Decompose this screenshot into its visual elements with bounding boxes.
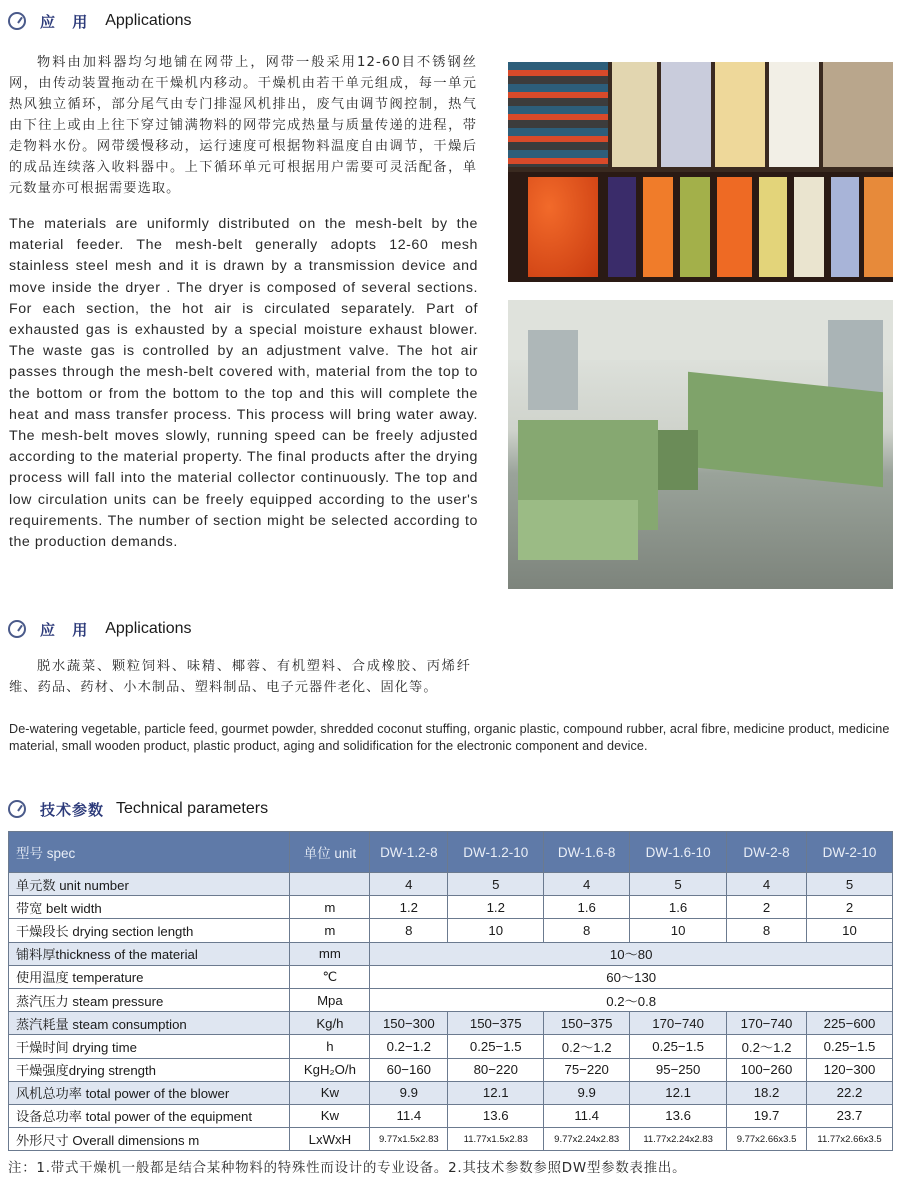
table-row — [9, 873, 893, 896]
row-label: 干燥段长 drying section length — [9, 919, 290, 942]
row-unit: KgH₂O/h — [290, 1058, 370, 1081]
row-value: 170−740 — [630, 1012, 727, 1035]
row-value: 95−250 — [630, 1058, 727, 1081]
row-value: 120−300 — [807, 1058, 893, 1081]
row-value: 11.77x1.5x2.83 — [448, 1128, 544, 1151]
section-bullet-icon — [8, 800, 26, 818]
row-value: 0.2−1.2 — [370, 1035, 448, 1058]
section-bullet-icon — [8, 12, 26, 30]
technical-parameters-table — [8, 831, 893, 1151]
row-unit: Kw — [290, 1081, 370, 1104]
row-value: 12.1 — [630, 1081, 727, 1104]
row-value: 9.9 — [544, 1081, 630, 1104]
row-unit: h — [290, 1035, 370, 1058]
row-value: 100−260 — [727, 1058, 807, 1081]
row-value: 60−160 — [370, 1058, 448, 1081]
row-value: 0.25−1.5 — [448, 1035, 544, 1058]
row-unit: m — [290, 896, 370, 919]
table-row — [9, 942, 893, 965]
row-value: 10 — [448, 919, 544, 942]
row-unit: ℃ — [290, 965, 370, 988]
header-model: DW-1.2-10 — [448, 832, 544, 873]
row-value: 4 — [370, 873, 448, 896]
table-row — [9, 1128, 893, 1151]
row-value: 4 — [727, 873, 807, 896]
table-row — [9, 919, 893, 942]
header-model: DW-2-10 — [807, 832, 893, 873]
row-value: 80−220 — [448, 1058, 544, 1081]
row-value: 18.2 — [727, 1081, 807, 1104]
row-value: 5 — [448, 873, 544, 896]
row-unit: Kw — [290, 1104, 370, 1127]
section-title-en: Applications — [105, 12, 192, 29]
row-value-span: 10～80 — [370, 942, 893, 965]
table-header-row — [9, 832, 893, 873]
row-value: 0.25−1.5 — [807, 1035, 893, 1058]
header-spec: 型号 spec — [9, 832, 290, 873]
row-value: 11.4 — [544, 1104, 630, 1127]
row-value: 11.77x2.66x3.5 — [807, 1128, 893, 1151]
row-value: 9.77x1.5x2.83 — [370, 1128, 448, 1151]
row-value: 13.6 — [630, 1104, 727, 1127]
row-value: 1.6 — [544, 896, 630, 919]
row-value: 8 — [727, 919, 807, 942]
row-unit — [290, 873, 370, 896]
row-value: 9.77x2.66x3.5 — [727, 1128, 807, 1151]
row-value-span: 0.2～0.8 — [370, 988, 893, 1011]
row-value: 23.7 — [807, 1104, 893, 1127]
row-value: 5 — [630, 873, 727, 896]
row-value: 1.2 — [448, 896, 544, 919]
row-value: 22.2 — [807, 1081, 893, 1104]
row-value: 150−375 — [544, 1012, 630, 1035]
row-value: 0.25−1.5 — [630, 1035, 727, 1058]
row-unit: m — [290, 919, 370, 942]
row-label: 外形尺寸 Overall dimensions m — [9, 1128, 290, 1151]
row-unit: mm — [290, 942, 370, 965]
process-description-cn: 物料由加料器均匀地铺在网带上，网带一般采用12-60目不锈钢丝网，由传动装置拖动在干燥机内移动。干燥机由若干单元组成，每一单元热风独立循环，部分尾气由专门排湿风机排出，废气由调节阀控制，热气由下往上或由上往下穿过铺满物料的网带完成热量与质量传递的进程，带走物料水份。网带缓慢移动，运行速度可根据物料温度自由调节，干燥后的成品连续落入收料器中。上下循环单元可根据用户需要可灵活配备，单元数量亦可根据需要选取。 — [9, 55, 477, 196]
table-row — [9, 896, 893, 919]
row-value: 8 — [544, 919, 630, 942]
section-title-cn: 应 用 — [40, 620, 94, 639]
row-unit: Mpa — [290, 988, 370, 1011]
row-value: 75−220 — [544, 1058, 630, 1081]
table-row — [9, 1012, 893, 1035]
row-label: 单元数 unit number — [9, 873, 290, 896]
section-title-cn: 应 用 — [40, 12, 94, 31]
row-value: 12.1 — [448, 1081, 544, 1104]
row-value: 11.77x2.24x2.83 — [630, 1128, 727, 1151]
material-samples-photo — [508, 62, 893, 282]
section-title-en: Applications — [105, 620, 192, 637]
section-title-cn: 技术参数 — [40, 800, 105, 819]
row-label: 带宽 belt width — [9, 896, 290, 919]
header-model: DW-2-8 — [727, 832, 807, 873]
applications-list-en: De-watering vegetable, particle feed, gourmet powder, shredded coconut stuffing, organic plastic, compound rubber, acral fibre, medicine product, medicine material, small wooden product, plastic product, aging and solidification for the electronic component and device. — [9, 722, 890, 753]
row-value: 5 — [807, 873, 893, 896]
row-label: 干燥时间 drying time — [9, 1035, 290, 1058]
process-description-en: The materials are uniformly distributed on the mesh-belt by the material feeder. The mesh-belt generally adopts 12-60 mesh stainless steel mesh and it is drawn by a transmission device and move inside the dryer . The dryer is composed of several sections. For each section, the hot air is circulated separately. Part of exhausted gas is exhausted by a special moisture exhaust blower. The waste gas is controlled by an adjustment valve. The hot air passes through the mesh-belt covered with, material from the top to the bottom or from the bottom to the top and this will complete the heat and mass transfer process. This process will bring water away. The mesh-belt moves slowly, running speed can be freely adjusted according to the material property. The final products after the drying process will fall into the material collector continuously. The top and low circulation units can be freely equipped according to the user's requirements. The number of section might be selected according to the production demands. — [9, 216, 478, 551]
table-row — [9, 965, 893, 988]
row-label: 干燥强度drying strength — [9, 1058, 290, 1081]
row-label: 蒸汽耗量 steam consumption — [9, 1012, 290, 1035]
section-applications-heading — [8, 9, 192, 33]
row-label: 风机总功率 total power of the blower — [9, 1081, 290, 1104]
section-bullet-icon — [8, 620, 26, 638]
table-row — [9, 1058, 893, 1081]
row-value: 150−375 — [448, 1012, 544, 1035]
row-value-span: 60～130 — [370, 965, 893, 988]
footnote: 注：1.带式干燥机一般都是结合某种物料的特殊性而设计的专业设备。2.其技术参数参照DW型参数表推出。 — [8, 1161, 687, 1176]
header-model: DW-1.6-10 — [630, 832, 727, 873]
row-value: 10 — [807, 919, 893, 942]
applications-list-cn: 脱水蔬菜、颗粒饲料、味精、椰蓉、有机塑料、合成橡胶、丙烯纤维、药品、药材、小木制品、塑料制品、电子元器件老化、固化等。 — [9, 659, 471, 695]
section-parameters-heading — [8, 797, 268, 821]
row-value: 1.6 — [630, 896, 727, 919]
row-label: 铺料厚thickness of the material — [9, 942, 290, 965]
section-title-en: Technical parameters — [116, 800, 269, 817]
row-value: 9.77x2.24x2.83 — [544, 1128, 630, 1151]
header-model: DW-1.6-8 — [544, 832, 630, 873]
table-row — [9, 1081, 893, 1104]
belt-dryer-factory-photo — [508, 300, 893, 589]
row-value: 150−300 — [370, 1012, 448, 1035]
row-value: 225−600 — [807, 1012, 893, 1035]
row-value: 2 — [727, 896, 807, 919]
row-value: 11.4 — [370, 1104, 448, 1127]
row-label: 设备总功率 total power of the equipment — [9, 1104, 290, 1127]
row-label: 蒸汽压力 steam pressure — [9, 988, 290, 1011]
row-unit: Kg/h — [290, 1012, 370, 1035]
row-value: 13.6 — [448, 1104, 544, 1127]
header-unit: 单位 unit — [290, 832, 370, 873]
row-value: 170−740 — [727, 1012, 807, 1035]
row-value: 1.2 — [370, 896, 448, 919]
header-model: DW-1.2-8 — [370, 832, 448, 873]
row-unit: LxWxH — [290, 1128, 370, 1151]
row-value: 0.2～1.2 — [544, 1035, 630, 1058]
row-value: 10 — [630, 919, 727, 942]
section-applications2-heading — [8, 617, 192, 641]
row-value: 2 — [807, 896, 893, 919]
row-value: 4 — [544, 873, 630, 896]
table-row — [9, 1035, 893, 1058]
table-row — [9, 988, 893, 1011]
table-row — [9, 1104, 893, 1127]
row-value: 0.2～1.2 — [727, 1035, 807, 1058]
row-value: 8 — [370, 919, 448, 942]
row-label: 使用温度 temperature — [9, 965, 290, 988]
row-value: 19.7 — [727, 1104, 807, 1127]
row-value: 9.9 — [370, 1081, 448, 1104]
